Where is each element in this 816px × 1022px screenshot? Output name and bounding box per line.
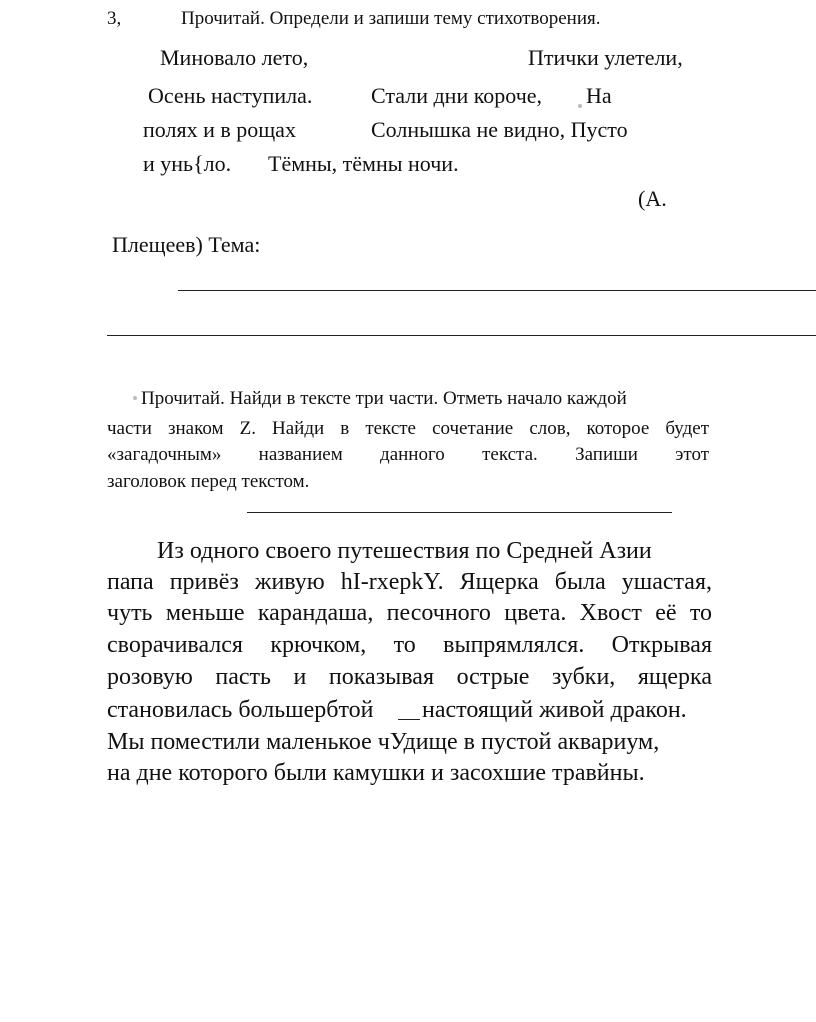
- story-line: Из одного своего путешествия по Средней Азии: [157, 538, 652, 564]
- story-line: чуть меньше карандаша, песочного цвета. Хвост её то: [107, 600, 712, 626]
- speck-mark: [578, 104, 582, 108]
- poem-line: Птички улетели,: [528, 45, 683, 70]
- theme-answer-line: [107, 335, 816, 336]
- author-open: (А.: [638, 186, 667, 211]
- title-answer-line: [247, 512, 672, 513]
- task4-line: части знаком Z. Найди в тексте сочетание слов, которое будет: [107, 418, 709, 439]
- poem-line: Тёмны, тёмны ночи.: [268, 151, 459, 176]
- task4-line: заголовок перед текстом.: [107, 471, 310, 492]
- poem-line: Солнышка не видно, Пусто: [371, 117, 628, 142]
- story-line: настоящий живой дракон.: [422, 697, 687, 723]
- poem-line: Осень наступила.: [148, 83, 313, 108]
- task4-line: «загадочным» названием данного текста. Запиши этот: [107, 444, 709, 465]
- dash-mark: [398, 719, 420, 720]
- story-line: папа привёз живую hI-rxepkY. Ящерка была ушастая,: [107, 569, 712, 595]
- story-line: становилась большербтой: [107, 697, 374, 723]
- poem-line: Миновало лето,: [160, 45, 309, 70]
- story-line: сворачивался крючком, то выпрямлялся. Открывая: [107, 632, 712, 658]
- story-line: на дне которого были камушки и засохшие травйны.: [107, 760, 645, 786]
- story-line: розовую пасть и показывая острые зубки, ящерка: [107, 664, 712, 690]
- bullet-mark: [133, 396, 137, 400]
- author-and-theme-label: Плещеев) Тема:: [112, 232, 261, 257]
- poem-line: На: [586, 83, 612, 108]
- poem-line: полях и в рощах: [143, 117, 296, 142]
- poem-line: и унь{ло.: [143, 151, 232, 176]
- task4-line: Прочитай. Найди в тексте три части. Отметь начало каждой: [141, 388, 627, 409]
- task-number: 3,: [107, 8, 122, 29]
- task3-instruction: Прочитай. Определи и запиши тему стихотворения.: [181, 8, 601, 29]
- story-line: Мы поместили маленькое чУдище в пустой аквариум,: [107, 729, 660, 755]
- poem-line: Стали дни короче,: [371, 83, 543, 108]
- theme-answer-line: [178, 290, 816, 291]
